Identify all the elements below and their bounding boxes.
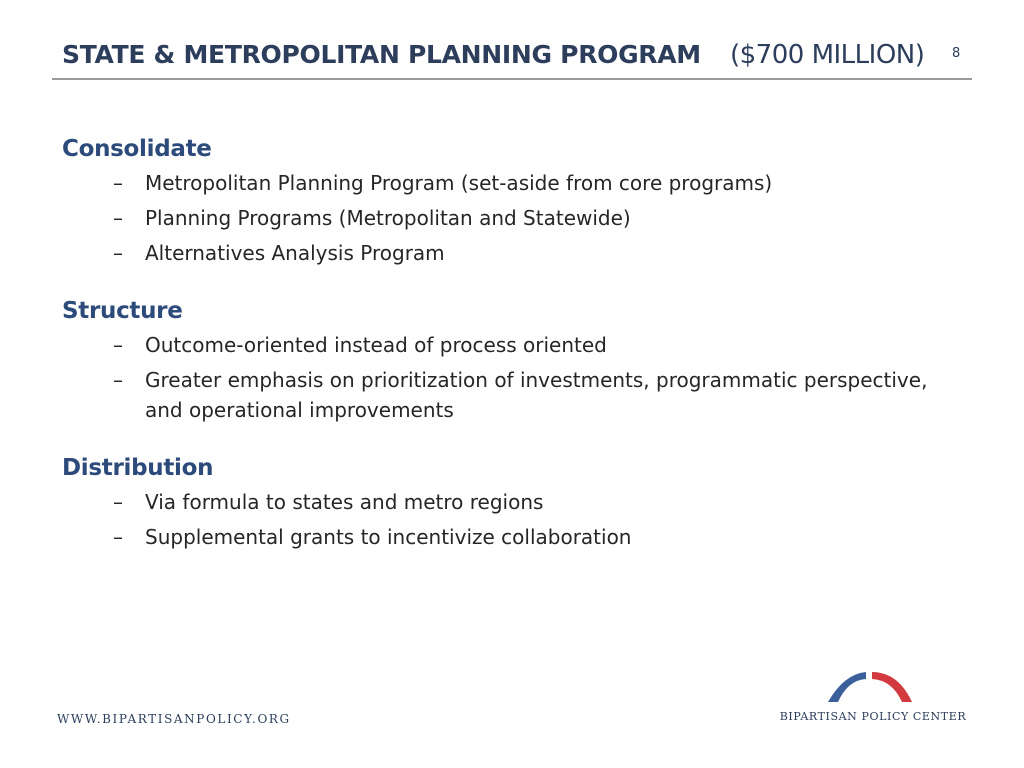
footer-url: WWW.BIPARTISANPOLICY.ORG	[57, 712, 291, 726]
list-item	[62, 203, 962, 233]
bpc-logo	[776, 668, 970, 728]
bullet-dash: –	[113, 171, 123, 195]
logo-blue-arch	[828, 672, 866, 702]
section-heading: Distribution	[62, 455, 214, 481]
page-number: 8	[952, 46, 961, 61]
slide-subtitle: ($700 MILLION)	[730, 40, 925, 70]
bullet-dash: –	[113, 368, 123, 392]
section-consolidate	[62, 136, 962, 268]
bullet-dash: –	[113, 525, 123, 549]
section-heading: Structure	[62, 298, 183, 324]
bullet-dash: –	[113, 206, 123, 230]
logo-red-arch	[872, 672, 912, 702]
list-item	[62, 168, 962, 198]
arch-logo-icon	[826, 668, 920, 708]
list-item-text: Via formula to states and metro regions	[145, 490, 544, 514]
bullet-dash: –	[113, 490, 123, 514]
list-item	[62, 522, 962, 552]
list-item-text: Alternatives Analysis Program	[145, 241, 445, 265]
section-structure	[62, 298, 962, 425]
section-heading: Consolidate	[62, 136, 212, 162]
list-item-text: Greater emphasis on prioritization of investments, programmatic perspective, and operational improvements	[145, 368, 928, 422]
slide-title: STATE & METROPOLITAN PLANNING PROGRAM	[62, 40, 701, 69]
list-item	[62, 487, 962, 517]
list-item-text: Outcome-oriented instead of process oriented	[145, 333, 607, 357]
list-item-text: Metropolitan Planning Program (set-aside from core programs)	[145, 171, 773, 195]
list-item	[62, 330, 962, 360]
section-distribution	[62, 455, 962, 552]
slide-header	[52, 40, 972, 80]
list-item-text: Planning Programs (Metropolitan and Statewide)	[145, 206, 631, 230]
bullet-dash: –	[113, 333, 123, 357]
logo-text: BIPARTISAN POLICY CENTER	[779, 710, 967, 723]
slide-content	[62, 136, 962, 582]
list-item	[62, 365, 962, 425]
list-item-text: Supplemental grants to incentivize collaboration	[145, 525, 632, 549]
bullet-dash: –	[113, 241, 123, 265]
list-item	[62, 238, 962, 268]
